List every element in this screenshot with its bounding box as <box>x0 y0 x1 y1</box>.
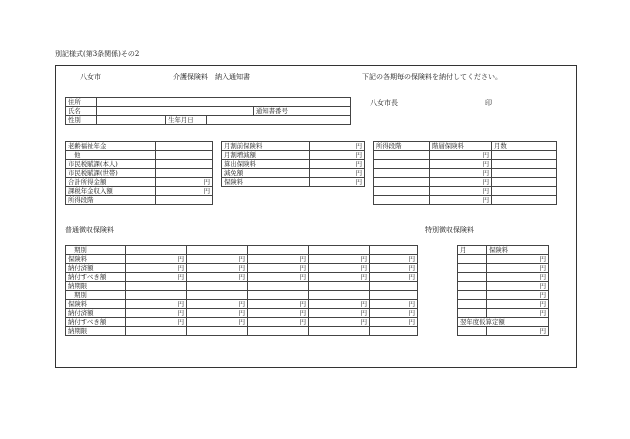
monthly-row-value: 円 <box>310 160 365 169</box>
yen-unit: 円 <box>430 151 492 160</box>
birth-date-value[interactable] <box>207 116 351 125</box>
normal-row-label: 保険料 <box>66 255 126 264</box>
monthly-row-value: 円 <box>310 169 365 178</box>
yen-unit: 円 <box>487 264 549 273</box>
normal-row <box>66 327 418 336</box>
stage-row <box>374 151 557 160</box>
monthly-row-label: 減免額 <box>222 169 310 178</box>
monthly-row-value: 円 <box>310 142 365 151</box>
income-row-value <box>156 196 213 205</box>
normal-row-label: 納期限 <box>66 282 126 291</box>
sex-label: 性別 <box>66 116 97 125</box>
person-info-table <box>65 97 351 125</box>
yen-unit: 円 <box>309 318 370 327</box>
form-title: 別記様式(第3条関係)その2 <box>55 50 140 58</box>
monthly-row <box>222 169 365 178</box>
monthly-row <box>222 151 365 160</box>
normal-row <box>66 318 418 327</box>
monthly-row-label: 算出保険料 <box>222 160 310 169</box>
income-row-value <box>156 160 213 169</box>
due-date-cell <box>187 327 248 336</box>
notice-number-label: 通知書番号 <box>253 107 350 116</box>
sex-value[interactable] <box>96 116 165 125</box>
name-row <box>66 107 351 116</box>
period-cell <box>248 291 309 300</box>
stage-header-row <box>374 142 557 151</box>
stage-row <box>374 187 557 196</box>
stage-row <box>374 178 557 187</box>
period-cell <box>309 246 370 255</box>
period-cell <box>248 246 309 255</box>
city-label: 八女市 <box>80 73 101 81</box>
yen-unit: 円 <box>370 318 418 327</box>
yen-unit: 円 <box>487 255 549 264</box>
yen-unit: 円 <box>487 282 549 291</box>
yen-unit: 円 <box>126 300 187 309</box>
income-row-label: 所得段階 <box>66 196 156 205</box>
address-value[interactable] <box>96 98 350 107</box>
address-label: 住所 <box>66 98 97 107</box>
yen-unit: 円 <box>248 300 309 309</box>
period-cell <box>370 246 418 255</box>
address-row <box>66 98 351 107</box>
normal-row <box>66 282 418 291</box>
monthly-row <box>222 160 365 169</box>
yen-unit: 円 <box>309 309 370 318</box>
yen-unit: 円 <box>126 273 187 282</box>
mayor-title: 八女市長 <box>370 99 398 107</box>
month-cell <box>458 255 487 264</box>
due-date-cell <box>309 282 370 291</box>
due-date-cell <box>248 327 309 336</box>
income-row <box>66 196 213 205</box>
normal-row-label: 保険料 <box>66 300 126 309</box>
special-row <box>458 291 549 300</box>
stage-row <box>374 160 557 169</box>
special-row <box>458 309 549 318</box>
seal-mark: 印 <box>485 99 492 107</box>
yen-unit: 円 <box>309 300 370 309</box>
yen-unit: 円 <box>430 169 492 178</box>
next-year-estimate-label: 翌年度仮算定額 <box>458 318 549 327</box>
yen-unit: 円 <box>487 327 549 336</box>
income-row-label: 市民税賦課(本人) <box>66 160 156 169</box>
yen-unit: 円 <box>487 291 549 300</box>
special-row <box>458 255 549 264</box>
stage-row <box>374 169 557 178</box>
income-row <box>66 151 213 160</box>
income-row-value <box>156 151 213 160</box>
yen-unit: 円 <box>370 273 418 282</box>
yen-unit: 円 <box>187 255 248 264</box>
document-title: 介護保険料 納入通知書 <box>173 73 250 81</box>
income-row <box>66 142 213 151</box>
yen-unit: 円 <box>370 300 418 309</box>
special-row <box>458 300 549 309</box>
normal-row-label: 納期限 <box>66 327 126 336</box>
yen-unit: 円 <box>370 309 418 318</box>
month-cell <box>458 300 487 309</box>
income-row-label: 市民税賦課(世帯) <box>66 169 156 178</box>
due-date-cell <box>370 282 418 291</box>
yen-unit: 円 <box>309 273 370 282</box>
yen-unit: 円 <box>370 264 418 273</box>
stage-premium-header: 階層保険料 <box>430 142 492 151</box>
income-row-label: 他 <box>66 151 156 160</box>
yen-unit: 円 <box>126 318 187 327</box>
special-collection-label: 特別徴収保険料 <box>425 226 474 234</box>
income-row-label: 課税年金収入額 <box>66 187 156 196</box>
normal-collection-table <box>65 245 418 336</box>
month-cell <box>458 327 487 336</box>
monthly-row-label: 月割増減額 <box>222 151 310 160</box>
yen-unit: 円 <box>126 309 187 318</box>
name-label: 氏名 <box>66 107 97 116</box>
yen-unit: 円 <box>430 187 492 196</box>
normal-row-label: 納付すべき額 <box>66 273 126 282</box>
payment-notice: 下記の各期毎の保険料を納付してください。 <box>362 73 502 81</box>
yen-unit: 円 <box>248 318 309 327</box>
stage-months-header: 月数 <box>492 142 557 151</box>
normal-row-label: 納付済額 <box>66 309 126 318</box>
due-date-cell <box>309 327 370 336</box>
income-stage-table <box>373 141 557 205</box>
yen-unit: 円 <box>187 273 248 282</box>
due-date-cell <box>370 327 418 336</box>
special-header-row <box>458 246 549 255</box>
month-header: 月 <box>458 246 487 255</box>
yen-unit: 円 <box>248 255 309 264</box>
yen-unit: 円 <box>187 300 248 309</box>
yen-unit: 円 <box>309 255 370 264</box>
income-row-value: 円 <box>156 178 213 187</box>
special-row <box>458 282 549 291</box>
yen-unit: 円 <box>430 178 492 187</box>
yen-unit: 円 <box>126 264 187 273</box>
normal-row-label: 納付すべき額 <box>66 318 126 327</box>
special-row <box>458 318 549 327</box>
yen-unit: 円 <box>487 273 549 282</box>
yen-unit: 円 <box>487 309 549 318</box>
income-row <box>66 160 213 169</box>
normal-row <box>66 264 418 273</box>
normal-row <box>66 255 418 264</box>
income-row <box>66 187 213 196</box>
monthly-row-value: 円 <box>310 151 365 160</box>
month-cell <box>458 264 487 273</box>
month-cell <box>458 309 487 318</box>
income-row-label: 老齢福祉年金 <box>66 142 156 151</box>
yen-unit: 円 <box>187 264 248 273</box>
income-row-value: 円 <box>156 187 213 196</box>
special-row <box>458 327 549 336</box>
yen-unit: 円 <box>309 264 370 273</box>
normal-row <box>66 273 418 282</box>
yen-unit: 円 <box>187 309 248 318</box>
due-date-cell <box>248 282 309 291</box>
normal-row-label: 納付済額 <box>66 264 126 273</box>
period-label: 期別 <box>66 291 126 300</box>
yen-unit: 円 <box>430 196 492 205</box>
month-cell <box>458 291 487 300</box>
income-row-value <box>156 169 213 178</box>
normal-collection-label: 普通徴収保険料 <box>65 226 114 234</box>
yen-unit: 円 <box>248 273 309 282</box>
monthly-row <box>222 142 365 151</box>
stage-row <box>374 196 557 205</box>
period-cell <box>187 246 248 255</box>
due-date-cell <box>126 282 187 291</box>
income-row-value <box>156 142 213 151</box>
due-date-cell <box>187 282 248 291</box>
period-cell <box>309 291 370 300</box>
birth-date-label: 生年月日 <box>166 116 207 125</box>
yen-unit: 円 <box>248 264 309 273</box>
monthly-premium-table <box>221 141 365 187</box>
name-value[interactable] <box>96 107 253 116</box>
income-table <box>65 141 213 205</box>
period-cell <box>126 246 187 255</box>
period-row <box>66 246 418 255</box>
yen-unit: 円 <box>248 309 309 318</box>
special-collection-table <box>457 245 549 336</box>
month-cell <box>458 282 487 291</box>
income-row <box>66 169 213 178</box>
monthly-row-label: 保険料 <box>222 178 310 187</box>
yen-unit: 円 <box>370 255 418 264</box>
due-date-cell <box>126 327 187 336</box>
month-cell <box>458 273 487 282</box>
premium-header: 保険料 <box>487 246 549 255</box>
normal-row <box>66 309 418 318</box>
income-row-label: 合計所得金額 <box>66 178 156 187</box>
income-row <box>66 178 213 187</box>
special-row <box>458 264 549 273</box>
yen-unit: 円 <box>187 318 248 327</box>
period-cell <box>187 291 248 300</box>
monthly-row-label: 月割前保険料 <box>222 142 310 151</box>
period-cell <box>126 291 187 300</box>
period-label: 期別 <box>66 246 126 255</box>
yen-unit: 円 <box>487 300 549 309</box>
monthly-row <box>222 178 365 187</box>
sex-row <box>66 116 351 125</box>
yen-unit: 円 <box>430 160 492 169</box>
yen-unit: 円 <box>126 255 187 264</box>
special-row <box>458 273 549 282</box>
period-cell <box>370 291 418 300</box>
monthly-row-value: 円 <box>310 178 365 187</box>
stage-header: 所得段階 <box>374 142 430 151</box>
normal-row <box>66 300 418 309</box>
period-row <box>66 291 418 300</box>
